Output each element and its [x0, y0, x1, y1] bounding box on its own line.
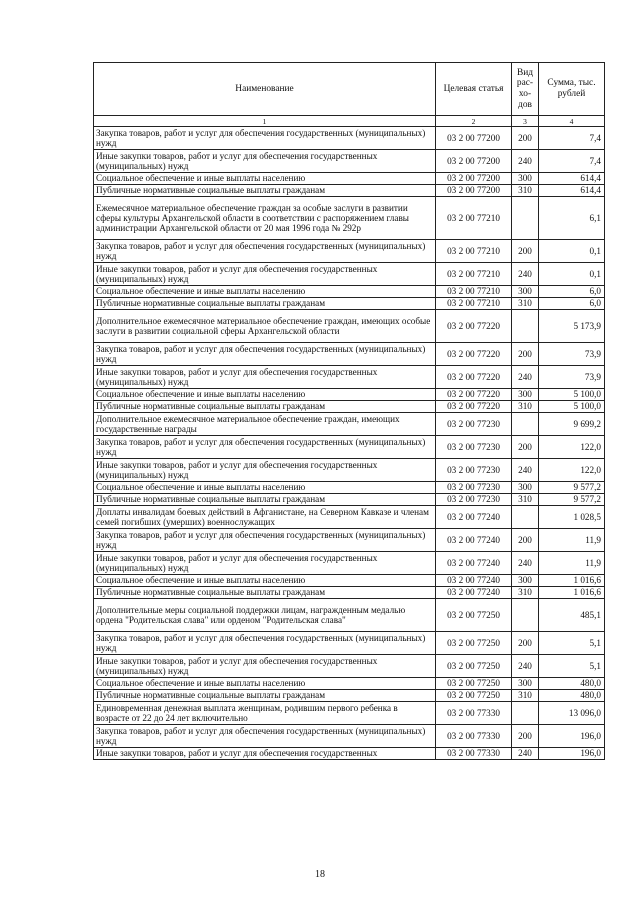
row-name-cell: Закупка товаров, работ и услуг для обеспечения государственных (муниципальных) нужд	[94, 725, 436, 748]
row-sum-cell: 196,0	[539, 748, 605, 760]
row-name-cell: Дополнительное ежемесячное материальное обеспечение граждан, имеющих государственные награды	[94, 413, 436, 436]
row-expense-type-cell: 310	[512, 690, 539, 702]
table-row	[94, 366, 605, 389]
row-expense-type-cell: 300	[512, 286, 539, 298]
row-expense-type-cell	[512, 599, 539, 632]
header-expense-type: Вид рас-хо-дов	[512, 63, 539, 116]
row-expense-type-cell: 310	[512, 298, 539, 310]
table-row	[94, 185, 605, 197]
table-row	[94, 459, 605, 482]
row-expense-type-cell: 300	[512, 482, 539, 494]
row-name-cell: Публичные нормативные социальные выплаты гражданам	[94, 185, 436, 197]
row-expense-type-cell: 240	[512, 655, 539, 678]
row-expense-type-cell	[512, 310, 539, 343]
row-expense-type-cell	[512, 506, 539, 529]
row-target-article-cell: 03 2 00 77250	[436, 599, 512, 632]
row-target-article-cell: 03 2 00 77210	[436, 286, 512, 298]
row-sum-cell: 6,0	[539, 298, 605, 310]
row-name-cell: Иные закупки товаров, работ и услуг для обеспечения государственных (муниципальных) нужд	[94, 552, 436, 575]
row-sum-cell: 5,1	[539, 632, 605, 655]
row-target-article-cell: 03 2 00 77230	[436, 494, 512, 506]
row-target-article-cell: 03 2 00 77330	[436, 702, 512, 725]
row-sum-cell: 9 577,2	[539, 482, 605, 494]
row-expense-type-cell: 240	[512, 150, 539, 173]
row-expense-type-cell: 200	[512, 725, 539, 748]
table-row	[94, 655, 605, 678]
column-number: 2	[436, 116, 512, 127]
table-row	[94, 343, 605, 366]
row-sum-cell: 6,1	[539, 197, 605, 240]
row-sum-cell: 7,4	[539, 150, 605, 173]
table-row	[94, 436, 605, 459]
row-sum-cell: 73,9	[539, 343, 605, 366]
row-name-cell: Закупка товаров, работ и услуг для обеспечения государственных (муниципальных) нужд	[94, 436, 436, 459]
row-sum-cell: 5 173,9	[539, 310, 605, 343]
row-name-cell: Дополнительное ежемесячное материальное обеспечение граждан, имеющих особые заслуги в развитии социальной сферы Архангельской области	[94, 310, 436, 343]
row-name-cell: Социальное обеспечение и иные выплаты населению	[94, 678, 436, 690]
row-sum-cell: 5,1	[539, 655, 605, 678]
row-name-cell: Публичные нормативные социальные выплаты гражданам	[94, 494, 436, 506]
table-row	[94, 298, 605, 310]
table-row	[94, 632, 605, 655]
row-name-cell: Публичные нормативные социальные выплаты гражданам	[94, 690, 436, 702]
row-expense-type-cell: 240	[512, 748, 539, 760]
row-expense-type-cell: 300	[512, 173, 539, 185]
row-expense-type-cell: 200	[512, 343, 539, 366]
row-name-cell: Иные закупки товаров, работ и услуг для обеспечения государственных (муниципальных) нужд	[94, 655, 436, 678]
row-name-cell: Закупка товаров, работ и услуг для обеспечения государственных (муниципальных) нужд	[94, 127, 436, 150]
row-sum-cell: 480,0	[539, 678, 605, 690]
row-expense-type-cell: 240	[512, 459, 539, 482]
row-target-article-cell: 03 2 00 77230	[436, 413, 512, 436]
row-sum-cell: 480,0	[539, 690, 605, 702]
page-number: 18	[315, 869, 325, 880]
row-name-cell: Социальное обеспечение и иные выплаты населению	[94, 389, 436, 401]
table-row	[94, 150, 605, 173]
table-row	[94, 702, 605, 725]
row-expense-type-cell: 240	[512, 263, 539, 286]
table-row	[94, 506, 605, 529]
table-row	[94, 552, 605, 575]
row-name-cell: Закупка товаров, работ и услуг для обеспечения государственных (муниципальных) нужд	[94, 343, 436, 366]
row-target-article-cell: 03 2 00 77240	[436, 529, 512, 552]
row-sum-cell: 1 016,6	[539, 575, 605, 587]
row-target-article-cell: 03 2 00 77230	[436, 459, 512, 482]
row-expense-type-cell: 310	[512, 401, 539, 413]
row-expense-type-cell	[512, 197, 539, 240]
row-target-article-cell: 03 2 00 77240	[436, 506, 512, 529]
row-sum-cell: 1 028,5	[539, 506, 605, 529]
row-sum-cell: 0,1	[539, 240, 605, 263]
header-sum: Сумма, тыс. рублей	[539, 63, 605, 116]
column-number: 3	[512, 116, 539, 127]
row-expense-type-cell: 240	[512, 552, 539, 575]
row-expense-type-cell: 200	[512, 632, 539, 655]
row-name-cell: Социальное обеспечение и иные выплаты населению	[94, 173, 436, 185]
row-sum-cell: 5 100,0	[539, 389, 605, 401]
row-sum-cell: 0,1	[539, 263, 605, 286]
row-expense-type-cell: 200	[512, 127, 539, 150]
row-name-cell: Ежемесячное материальное обеспечение граждан за особые заслуги в развитии сферы культуры Архангельской области в соответствии с распоряжением главы администрации Архангельской области от 20 мая 1996 года № 292р	[94, 197, 436, 240]
row-target-article-cell: 03 2 00 77220	[436, 310, 512, 343]
row-target-article-cell: 03 2 00 77210	[436, 240, 512, 263]
table-row	[94, 587, 605, 599]
row-name-cell: Закупка товаров, работ и услуг для обеспечения государственных (муниципальных) нужд	[94, 632, 436, 655]
row-sum-cell: 73,9	[539, 366, 605, 389]
row-sum-cell: 11,9	[539, 529, 605, 552]
row-target-article-cell: 03 2 00 77330	[436, 725, 512, 748]
row-sum-cell: 485,1	[539, 599, 605, 632]
row-name-cell: Закупка товаров, работ и услуг для обеспечения государственных (муниципальных) нужд	[94, 240, 436, 263]
row-name-cell: Единовременная денежная выплата женщинам, родившим первого ребенка в возрасте от 22 до 24 лет включительно	[94, 702, 436, 725]
row-name-cell: Дополнительные меры социальной поддержки лицам, награжденным медалью ордена "Родительская слава" или орденом "Родительская слава"	[94, 599, 436, 632]
table-row	[94, 263, 605, 286]
row-expense-type-cell: 200	[512, 240, 539, 263]
row-sum-cell: 11,9	[539, 552, 605, 575]
row-name-cell: Социальное обеспечение и иные выплаты населению	[94, 575, 436, 587]
row-sum-cell: 9 699,2	[539, 413, 605, 436]
table-row	[94, 690, 605, 702]
table-row	[94, 748, 605, 760]
row-expense-type-cell	[512, 702, 539, 725]
budget-table	[93, 62, 605, 760]
row-name-cell: Публичные нормативные социальные выплаты гражданам	[94, 401, 436, 413]
row-sum-cell: 122,0	[539, 436, 605, 459]
row-target-article-cell: 03 2 00 77200	[436, 150, 512, 173]
row-sum-cell: 614,4	[539, 185, 605, 197]
table-row	[94, 240, 605, 263]
row-name-cell: Публичные нормативные социальные выплаты гражданам	[94, 587, 436, 599]
row-target-article-cell: 03 2 00 77250	[436, 655, 512, 678]
row-expense-type-cell: 300	[512, 389, 539, 401]
table-row	[94, 494, 605, 506]
row-expense-type-cell: 310	[512, 494, 539, 506]
row-name-cell: Иные закупки товаров, работ и услуг для обеспечения государственных	[94, 748, 436, 760]
table-row	[94, 310, 605, 343]
row-name-cell: Иные закупки товаров, работ и услуг для обеспечения государственных (муниципальных) нужд	[94, 366, 436, 389]
row-expense-type-cell: 200	[512, 436, 539, 459]
row-target-article-cell: 03 2 00 77200	[436, 185, 512, 197]
row-expense-type-cell: 240	[512, 366, 539, 389]
row-target-article-cell: 03 2 00 77230	[436, 436, 512, 459]
header-row	[94, 63, 605, 116]
row-name-cell: Социальное обеспечение и иные выплаты населению	[94, 286, 436, 298]
row-sum-cell: 9 577,2	[539, 494, 605, 506]
row-target-article-cell: 03 2 00 77210	[436, 197, 512, 240]
row-sum-cell: 1 016,6	[539, 587, 605, 599]
row-expense-type-cell: 300	[512, 575, 539, 587]
row-target-article-cell: 03 2 00 77240	[436, 587, 512, 599]
table-row	[94, 401, 605, 413]
row-target-article-cell: 03 2 00 77230	[436, 482, 512, 494]
row-name-cell: Социальное обеспечение и иные выплаты населению	[94, 482, 436, 494]
table-body	[94, 127, 605, 760]
table-row	[94, 575, 605, 587]
row-expense-type-cell: 310	[512, 587, 539, 599]
column-number: 4	[539, 116, 605, 127]
row-sum-cell: 122,0	[539, 459, 605, 482]
table-row	[94, 389, 605, 401]
row-target-article-cell: 03 2 00 77220	[436, 401, 512, 413]
table-row	[94, 173, 605, 185]
row-sum-cell: 13 096,0	[539, 702, 605, 725]
row-expense-type-cell: 300	[512, 678, 539, 690]
row-target-article-cell: 03 2 00 77220	[436, 389, 512, 401]
table-row	[94, 286, 605, 298]
row-name-cell: Иные закупки товаров, работ и услуг для обеспечения государственных (муниципальных) нужд	[94, 459, 436, 482]
row-name-cell: Публичные нормативные социальные выплаты гражданам	[94, 298, 436, 310]
row-target-article-cell: 03 2 00 77250	[436, 632, 512, 655]
row-target-article-cell: 03 2 00 77210	[436, 298, 512, 310]
row-target-article-cell: 03 2 00 77250	[436, 678, 512, 690]
table-row	[94, 127, 605, 150]
row-sum-cell: 5 100,0	[539, 401, 605, 413]
column-number-row	[94, 116, 605, 127]
table-row	[94, 197, 605, 240]
table-row	[94, 599, 605, 632]
column-number: 1	[94, 116, 436, 127]
header-target-article: Целевая статья	[436, 63, 512, 116]
table-row	[94, 725, 605, 748]
row-expense-type-cell: 200	[512, 529, 539, 552]
row-name-cell: Закупка товаров, работ и услуг для обеспечения государственных (муниципальных) нужд	[94, 529, 436, 552]
row-target-article-cell: 03 2 00 77220	[436, 366, 512, 389]
row-target-article-cell: 03 2 00 77220	[436, 343, 512, 366]
row-sum-cell: 6,0	[539, 286, 605, 298]
table-row	[94, 529, 605, 552]
row-sum-cell: 196,0	[539, 725, 605, 748]
header-name: Наименование	[94, 63, 436, 116]
row-target-article-cell: 03 2 00 77210	[436, 263, 512, 286]
row-target-article-cell: 03 2 00 77250	[436, 690, 512, 702]
row-sum-cell: 7,4	[539, 127, 605, 150]
table-row	[94, 678, 605, 690]
row-target-article-cell: 03 2 00 77240	[436, 552, 512, 575]
row-expense-type-cell	[512, 413, 539, 436]
row-target-article-cell: 03 2 00 77200	[436, 173, 512, 185]
row-expense-type-cell: 310	[512, 185, 539, 197]
row-name-cell: Иные закупки товаров, работ и услуг для обеспечения государственных (муниципальных) нужд	[94, 263, 436, 286]
row-target-article-cell: 03 2 00 77330	[436, 748, 512, 760]
table-row	[94, 413, 605, 436]
table-header	[94, 63, 605, 127]
row-target-article-cell: 03 2 00 77240	[436, 575, 512, 587]
row-target-article-cell: 03 2 00 77200	[436, 127, 512, 150]
row-name-cell: Иные закупки товаров, работ и услуг для обеспечения государственных (муниципальных) нужд	[94, 150, 436, 173]
row-sum-cell: 614,4	[539, 173, 605, 185]
table-row	[94, 482, 605, 494]
row-name-cell: Доплаты инвалидам боевых действий в Афганистане, на Северном Кавказе и членам семей погибших (умерших) военнослужащих	[94, 506, 436, 529]
